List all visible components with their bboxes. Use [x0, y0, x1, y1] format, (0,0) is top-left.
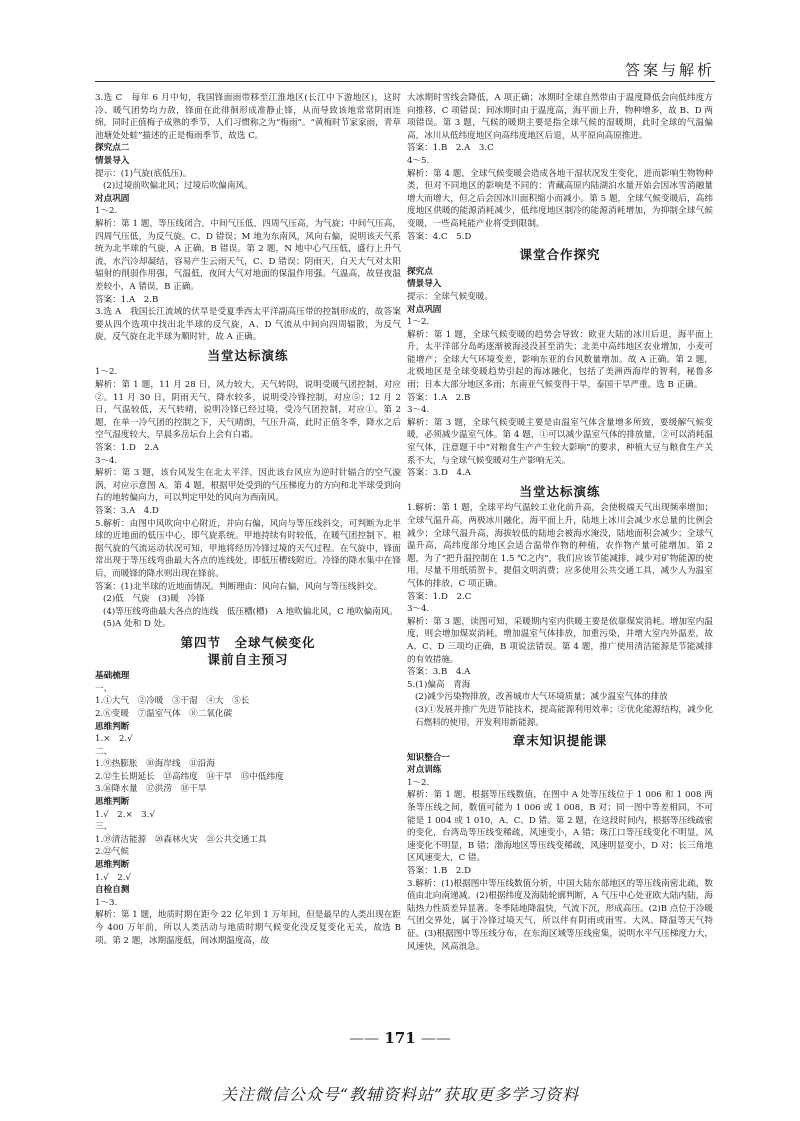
page-number-line: —— 171 —— — [349, 1029, 451, 1047]
paragraph: 大冰期时雪线会降低，A 项正确；冰期时全球自然带由于温度降低会向低纬度方向推移，C 项错误；间冰期时由于温度高，海平面上升，物种增多，故 B、D 两项错误。第 3 题，气候的暖期主要是指全球气候的湿暖期，此时全球的气温偏高，冰川从低纬度地区向高纬度地区后退，从平原向高原推进。 — [407, 93, 713, 141]
paragraph: 1～2. — [95, 206, 118, 217]
paragraph: 1.①大气 ②冷暖 ③干湿 ④大 ⑤长 — [95, 696, 250, 707]
paragraph: 5.(1)偏高 青海 — [407, 679, 471, 690]
paragraph: 答案：1.D 2.A — [95, 443, 159, 454]
paragraph: 答案：1.A 2.B — [95, 294, 159, 305]
paragraph: 1.× 2.√ — [95, 734, 133, 745]
paragraph: 答案：1.B 2.A 3.C — [407, 143, 494, 154]
paragraph: 探究点二 — [95, 143, 130, 154]
paragraph: 探究点 — [407, 266, 433, 277]
paragraph: 知识整合一 — [407, 752, 450, 763]
paragraph: 2.⑫生长期延长 ⑬高纬度 ⑭干旱 ⑮中低纬度 — [95, 771, 284, 782]
header-title: 答案与解析 — [624, 61, 715, 79]
paragraph: 3.选 A 我国长江流域的伏旱是受夏季西太平洋副高压带的控制形成的，故答案要从四个选项中找出北半球的反气旋，A、D 气流从中间向四周辐散，为反气旋，反气旋在北半球为顺时针，故 A 正确。 — [95, 307, 401, 343]
right-column — [407, 92, 713, 953]
paragraph: 答案：1.A 2.B — [407, 392, 471, 403]
paragraph: 答案：4.C 5.D — [407, 231, 472, 242]
paragraph: 解析：第 1 题，11 月 28 日，风力较大，天气转阴，说明受暖气团控制，对应②。11 月 30 日，阴雨天气，降水较多，说明受冷锋控制，对应⑤；12 月 2 日，气温较低，天气转晴，说明冷锋已经过境，受冷气团控制，对应①。第 2 题，在单一冷气团的控制之下，天气晴朗，气压升高，此时正值冬季，降水之后空气湿度较大，早晨多岳坛台上会有白霜。 — [95, 380, 401, 441]
paragraph: 解析：第 3 题，全球气候变暖主要是由温室气体含量增多所致，要缓解气候变暖，必须减少温室气体。第 4 题，①可以减少温室气体的排放量，②可以消耗温室气体，注意题干中“对粮食生产产生较大影响”的要求，种植大豆与粮食生产关系不大，与全球气候变暖对生产影响无关。 — [407, 417, 713, 466]
paragraph: 三、 — [95, 822, 113, 833]
paragraph: 思维判断 — [95, 797, 130, 808]
paragraph: 4～5. — [407, 155, 430, 166]
paragraph: 情景导入 — [95, 155, 130, 166]
paragraph: 基础梳理 — [95, 671, 130, 682]
paragraph: 3.解析：(1)根据图中等压线数值分析，中国大陆东部地区的等压线南密北疏，数值由北向南递减。(2)根据纬度及海陆轮廓判断，A 气压中心处亚欧大陆内陆，海陆热力性质差异显著。冬季陆地降温快，气流下沉，形成高压。(2)B 点位于冷暖气团交界处，属于冷锋过境天气，所以伴有阴雨或雨雪、大风、降温等天气特征。(3)根据图中等压线分布，在东海区域等压线密集，说明水平气压梯度力大，风速快，风高浪急。 — [407, 878, 713, 952]
paragraph: 答案：3.B 4.A — [407, 667, 471, 678]
paragraph: 二、 — [95, 746, 113, 757]
section-heading: 当堂达标演练 — [207, 347, 289, 363]
paragraph: 答案：1.D 2.C — [407, 591, 472, 602]
paragraph: 对点巩固 — [95, 193, 130, 204]
paragraph: 2.㉒气候 — [95, 847, 129, 858]
paragraph: 3～4. — [407, 405, 430, 416]
paragraph: 3～4. — [95, 455, 118, 466]
paragraph: 1～2. — [407, 777, 430, 788]
paragraph: 2.⑥变暖 ⑦温室气体 ⑧二氧化碳 — [95, 708, 233, 719]
paragraph: 解析：第 1 题，地质时期在距今 22 亿年到 1 万年间，但是最早的人类出现在距今 400 万年前，所以人类活动与地质时期气候变化没反复变化无关，故选 B 项。第 2 题，冰期温度低，间冰期温度高，故 — [95, 910, 401, 946]
paragraph: 1.⑨热膨胀 ⑩海岸线 ⑪沿海 — [95, 759, 215, 770]
paragraph: 解析：第 1 题，全球气候变暖的趋势会导致：欧亚大陆的冰川后退，海平面上升，太平洋部分岛屿逐渐被海浸没甚至消失；北美中高纬地区农业增加，小麦可能增产；全球大气环境变差，影响东亚的台风数量增加。故 A 正确。第 2 题，北极地区是全球变暖趋势引起的海冰融化，包括了美洲西海岸的智利，秘鲁多雨；日本大部分地区多雨；东南亚气候变得干旱，泰国干旱严重。选 B 正确。 — [407, 329, 713, 391]
paragraph: (4)等压线弯曲最大各点的连线 低压槽(槽) A 地吹偏北风，C 地吹偏南风。 — [103, 606, 398, 617]
left-column — [95, 92, 401, 947]
paragraph: 解析：第 4 题，全球气候变暖会造成各地干湿状况发生变化，进而影响生物物种类，但对不同地区的影响是不同的：青藏高原内陆湖泊水量开始会因冰雪消融量增大而增大，但之后会因冰川面积缩小而减小。第 5 题，全球气候变暖后，高纬度地区供暖的能源消耗减少，低纬度地区制冷的能源消耗增加，为抑制全球气候变暖，一些高耗能产业将受到限制。 — [407, 168, 713, 229]
paragraph: 1～2. — [95, 367, 118, 378]
paragraph: 1.√ 2.× 3.√ — [95, 809, 155, 820]
paragraph: 自检自测 — [95, 885, 130, 896]
paragraph: 提示：(1)气旋(底低压)。 — [95, 168, 192, 179]
paragraph: 思维判断 — [95, 860, 130, 871]
page-header — [95, 59, 715, 82]
paragraph: 思维判断 — [95, 721, 130, 732]
paragraph: 1.⑲清洁能源 ⑳森林火灾 ㉑公共交通工具 — [95, 834, 267, 845]
paragraph: 答案：3.D 4.A — [407, 468, 471, 479]
page-number: 171 — [384, 1029, 416, 1047]
paragraph: 1.√ 2.√ — [95, 872, 131, 883]
paragraph: 答案：1.B 2.D — [407, 866, 471, 877]
paragraph: (3)①发展并推广先进节能技术，提高能源利用效率；②优化能源结构，减少化石燃料的使用，开发利用新能源。 — [415, 704, 713, 728]
section-heading: 章末知识提能课 — [512, 733, 608, 749]
section-heading: 课前自主预习 — [207, 651, 289, 667]
paragraph: 5.解析：由图中风吹向中心附近，并向右偏，风向与等压线斜交，可判断为北半球的近地面的低压中心，即气旋系统。甲地持续有时较低，在暖气团控制下。根据气旋的气流运动状况可知，甲地将经历冷锋过境的天气过程。在气旋中，锋面常出现于等压线弯曲最大各点的连线处，即低压槽线附近。冷锋的降水集中在锋后，而暖锋的降水则出现在锋前。 — [95, 518, 401, 579]
paragraph: 3.⑯降水量 ⑰洪涝 ⑱干旱 — [95, 784, 207, 795]
paragraph: 解析：第 1 题，等压线闭合，中间气压低，四周气压高，为气旋；中间气压高，四周气压低，为反气旋。C、D 错误；M 地为东南风，风向右偏，说明该天气系统为北半球的气旋，A 正确，B 错误。第 2 题，N 地中心气压低，盛行上升气流，水汽冷却凝结，容易产生云雨天气，C、D 错误；阴雨天，白天大气对太阳辐射的削弱作用强，气温低，夜间大气对地面的保温作用强。气温高，故昼夜温差较小，A 错误，B 正确。 — [95, 218, 401, 292]
paragraph: 答案：(1)北半球的近地面情况。判断理由：风向右偏，风向与等压线斜交。 — [95, 581, 383, 592]
section-heading: 课堂合作探究 — [519, 247, 601, 263]
paragraph: 对点巩固 — [407, 304, 442, 315]
paragraph: 解析：第 3 题，读图可知，采暖期内室内供暖主要是依靠煤炭消耗。增加室内温度，则会增加煤炭消耗，增加温室气体排放，加重污染，并增大室内外温差，故 A、C、D 三项均正确，B 项说法错误。第 4 题，推广使用清洁能源是节能减排的有效措施。 — [407, 616, 713, 665]
paragraph: 解析：第 1 题，根据等压线数值，在图中 A 处等压线位于 1 006 和 1 008 两条等压线之间，数值可能为 1 006 或 1 008，B 对；同一图中等差相同，不可能是 1 004 或 1 010，A、C、D 错。第 2 题，在这段时间内，根据等压线疏密的变化，台湾岛等压线变稀疏，风速变小，A 错；珠江口等压线变化不明显，风速变化不明显，B 错；渤海地区等压线变稀疏，风速明显变小，D 对；长三角地区风速变大，C 错。 — [407, 790, 713, 864]
paragraph: 1～2. — [407, 317, 430, 328]
paragraph: (5)A 处和 D 处。 — [103, 619, 171, 630]
paragraph: 3～4. — [407, 604, 430, 615]
paragraph: 提示：全球气候变暖。 — [407, 291, 493, 302]
paragraph: 3.选 C 每年 6 月中旬，我国锋面雨带移至江淮地区(长江中下游地区)，这时冷、暖气团势均力敌，锋面在此徘徊形成准静止锋，从而导致该地常常阴雨连绵，同时正值梅子成熟的季节，人们习惯称之为“梅雨”。“黄梅时节家家雨，青草池塘处处蛙”描述的正是梅雨季节，故选 C。 — [95, 93, 401, 141]
footer-note: 关注微信公众号“教辅资料站”获取更多学习资料 — [220, 1085, 580, 1104]
paragraph: 一、 — [95, 683, 113, 694]
paragraph: 1.解析：第 1 题，全球平均气温较工业化前升高，会使极端天气出现频率增加；全球气温升高，两极冰川融化，海平面上升，陆地上冰川会减少水总量的比例会减少；全球气温升高，海拔较低的陆地会被海水淹没，陆地面积会减少；全球气温升高，高纬度部分地区会适合温带作物的种植，农作物产量可能增加。第 2 题，为了“把升温控制在 1.5 ℃之内”，我们应该节能减排，减少对矿物能源的使用，尽量不用纸质贺卡，提倡文明消费；应多使用公共交通工具，减少人为温室气体的排放，C 项正确。 — [407, 503, 713, 589]
paragraph: 答案：3.A 4.D — [95, 506, 159, 516]
section-heading: 第四节 全球气候变化 — [180, 634, 316, 650]
section-heading: 当堂达标演练 — [519, 483, 601, 499]
paragraph: 情景导入 — [407, 279, 442, 290]
paragraph: 对点训练 — [407, 765, 442, 776]
paragraph: (2)低 气旋 (3)暖 冷锋 — [103, 594, 205, 605]
paragraph: (2)过境前吹偏北风；过境后吹偏南风。 — [103, 181, 253, 192]
paragraph: 解析：第 3 题，该台风发生在北太平洋，因此该台风应为逆时针辐合的空气漩涡，对应示意图 A。第 4 题，根据甲处受到的气压梯度力的方向和北半球受到向右的地转偏向力，可以判定甲处的风向为西南风。 — [95, 468, 401, 504]
paragraph: 1～3. — [95, 897, 118, 908]
paragraph: (2)减少污染物排放，改善城市大气环境质量；减少温室气体的排放 — [415, 692, 668, 703]
